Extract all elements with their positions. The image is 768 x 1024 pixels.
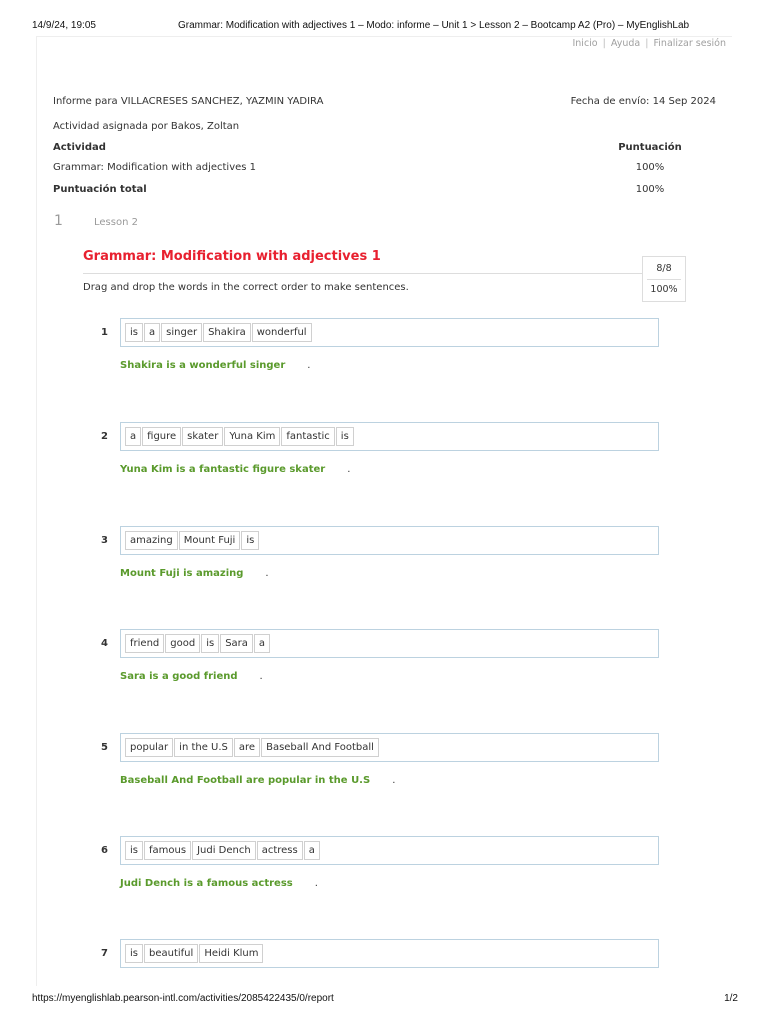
correct-answer-text: Baseball And Football are popular in the U.S — [120, 775, 371, 786]
activity-name: Grammar: Modification with adjectives 1 — [53, 162, 257, 173]
word-chip[interactable]: Heidi Klum — [199, 944, 263, 963]
sentence-end-period: . — [392, 775, 396, 786]
correct-answer-text: Yuna Kim is a fantastic figure skater — [120, 464, 326, 475]
col-activity-header: Actividad — [53, 142, 106, 153]
page-frame-top — [36, 36, 732, 37]
nav-home-link[interactable]: Inicio — [572, 38, 598, 49]
word-chip[interactable]: actress — [257, 841, 303, 860]
word-chip[interactable]: popular — [125, 738, 173, 757]
nav-logout-link[interactable]: Finalizar sesión — [653, 38, 726, 49]
answer-drop-zone[interactable] — [120, 422, 659, 451]
title-divider — [83, 273, 643, 274]
correct-answer-text: Mount Fuji is amazing — [120, 568, 244, 579]
word-chip[interactable]: friend — [125, 634, 164, 653]
word-chip[interactable]: fantastic — [281, 427, 334, 446]
word-chip[interactable]: Shakira — [203, 323, 251, 342]
sentence-end-period: . — [347, 464, 351, 475]
report-assigned-by: Actividad asignada por Bakos, Zoltan — [53, 121, 240, 132]
question-number: 4 — [101, 638, 108, 649]
answer-drop-zone[interactable] — [120, 939, 659, 968]
nav-help-link[interactable]: Ayuda — [610, 38, 641, 49]
word-chip[interactable]: Sara — [220, 634, 253, 653]
word-chip[interactable]: a — [125, 427, 141, 446]
correct-answer — [120, 878, 318, 889]
activity-instructions: Drag and drop the words in the correct order to make sentences. — [83, 282, 409, 293]
sentence-end-period: . — [265, 568, 269, 579]
word-chip[interactable]: is — [125, 944, 143, 963]
lesson-name: Lesson 2 — [94, 217, 138, 228]
correct-answer-text: Judi Dench is a famous actress — [120, 878, 293, 889]
report-for: Informe para VILLACRESES SANCHEZ, YAZMIN YADIRA — [53, 96, 324, 107]
question-number: 1 — [101, 327, 108, 338]
correct-answer-text: Sara is a good friend — [120, 671, 238, 682]
print-datetime: 14/9/24, 19:05 — [32, 20, 96, 31]
sentence-end-period: . — [314, 878, 318, 889]
correct-answer — [120, 464, 350, 475]
nav-separator: | — [645, 38, 649, 49]
question-item — [83, 836, 683, 916]
word-chip[interactable]: figure — [142, 427, 181, 446]
correct-answer — [120, 775, 395, 786]
word-chip[interactable]: amazing — [125, 531, 178, 550]
word-chip[interactable]: is — [125, 841, 143, 860]
correct-answer — [120, 568, 269, 579]
question-number: 6 — [101, 845, 108, 856]
word-chip[interactable]: famous — [144, 841, 191, 860]
activity-score: 100% — [635, 162, 665, 173]
activity-title: Grammar: Modification with adjectives 1 — [83, 249, 381, 264]
answer-drop-zone[interactable] — [120, 629, 659, 658]
score-percent: 100% — [650, 284, 678, 295]
answer-drop-zone[interactable] — [120, 733, 659, 762]
question-item — [83, 733, 683, 813]
word-chip[interactable]: skater — [182, 427, 223, 446]
word-chip[interactable]: a — [304, 841, 320, 860]
question-item — [83, 939, 683, 1019]
print-url: https://myenglishlab.pearson-intl.com/activities/2085422435/0/report — [32, 993, 334, 1004]
question-number: 5 — [101, 742, 108, 753]
nav-separator: | — [602, 38, 606, 49]
word-chip[interactable]: is — [125, 323, 143, 342]
correct-answer — [120, 360, 310, 371]
report-sent-date: Fecha de envío: 14 Sep 2024 — [570, 96, 716, 107]
sentence-end-period: . — [307, 360, 311, 371]
word-chip[interactable]: Judi Dench — [192, 841, 256, 860]
question-item — [83, 526, 683, 606]
answer-drop-zone[interactable] — [120, 318, 659, 347]
question-item — [83, 422, 683, 502]
print-page-number: 1/2 — [724, 993, 738, 1004]
word-chip[interactable]: Yuna Kim — [224, 427, 280, 446]
word-chip[interactable]: are — [234, 738, 260, 757]
col-score-header: Puntuación — [618, 142, 682, 153]
answer-drop-zone[interactable] — [120, 526, 659, 555]
word-chip[interactable]: wonderful — [252, 323, 312, 342]
answer-drop-zone[interactable] — [120, 836, 659, 865]
top-nav — [540, 38, 726, 49]
question-item — [83, 318, 683, 398]
correct-answer-text: Shakira is a wonderful singer — [120, 360, 286, 371]
word-chip[interactable]: is — [336, 427, 354, 446]
lesson-number: 1 — [54, 213, 63, 229]
word-chip[interactable]: beautiful — [144, 944, 198, 963]
score-box — [642, 256, 686, 302]
word-chip[interactable]: in the U.S — [174, 738, 233, 757]
total-label: Puntuación total — [53, 184, 147, 195]
word-chip[interactable]: Mount Fuji — [179, 531, 241, 550]
word-chip[interactable]: a — [144, 323, 160, 342]
word-chip[interactable]: is — [201, 634, 219, 653]
total-score: 100% — [635, 184, 665, 195]
question-number: 2 — [101, 431, 108, 442]
word-chip[interactable]: singer — [161, 323, 202, 342]
question-item — [83, 629, 683, 709]
correct-answer — [120, 671, 263, 682]
sentence-end-period: . — [259, 671, 263, 682]
score-fraction: 8/8 — [647, 257, 681, 280]
question-number: 7 — [101, 948, 108, 959]
question-number: 3 — [101, 535, 108, 546]
word-chip[interactable]: good — [165, 634, 200, 653]
page-frame-left — [36, 36, 37, 986]
word-chip[interactable]: Baseball And Football — [261, 738, 379, 757]
word-chip[interactable]: is — [241, 531, 259, 550]
print-title: Grammar: Modification with adjectives 1 – Modo: informe – Unit 1 > Lesson 2 – Bootcamp A2 (Pro) – MyEnglishLab — [178, 20, 690, 31]
word-chip[interactable]: a — [254, 634, 270, 653]
